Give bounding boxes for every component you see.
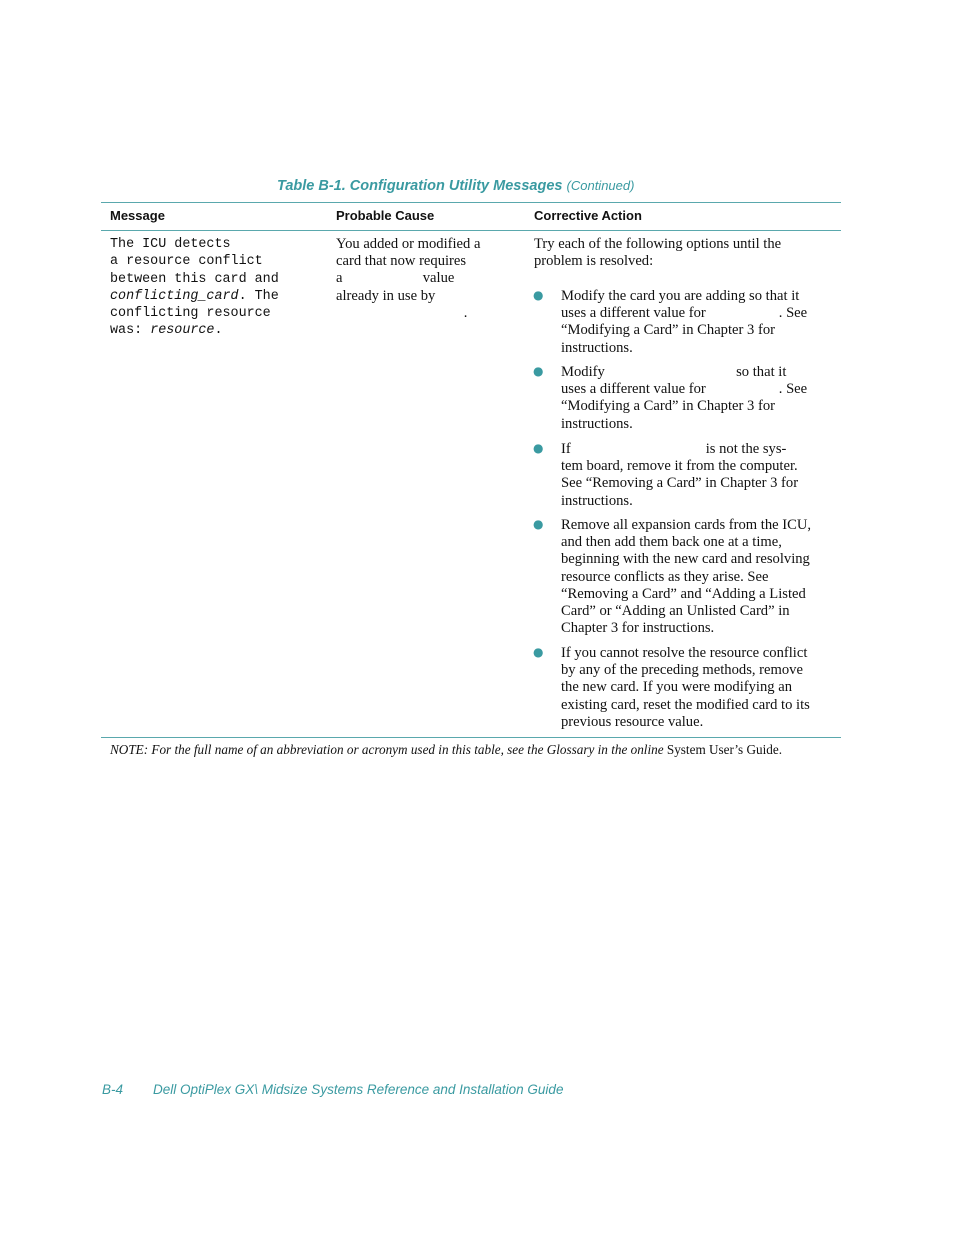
bullet-line: If you cannot resolve the resource conflict (561, 645, 808, 661)
cause-line: a value (336, 270, 455, 287)
table-note (110, 742, 782, 758)
bullet-line: Chapter 3 for instructions. (561, 620, 715, 637)
cause-line: . (336, 304, 468, 321)
conflicting-card-var: conflicting_card (110, 288, 239, 304)
bullet-dot-icon: ● (533, 364, 544, 378)
probable-cause-text (336, 236, 511, 322)
message-line: The ICU detects (110, 237, 231, 252)
message-line: between this card and (110, 271, 279, 287)
message-line (110, 288, 279, 305)
bullet-dot-icon: ● (533, 288, 544, 302)
corrective-action-intro: Try each of the following options until the problem is resolved: (534, 236, 782, 270)
message-fragment: was: (110, 323, 151, 339)
bullet-dot-icon: ● (533, 645, 544, 659)
bullet-line: If is not the sys- (561, 441, 787, 457)
bullet-line: Modify so that it (561, 364, 787, 380)
message-line: a resource conflict (110, 254, 263, 270)
bullet-line: resource conflicts as they arise. See (561, 568, 769, 585)
cause-line: card that now requires (336, 253, 467, 270)
bullet-line: the new card. If you were modifying an (561, 679, 792, 696)
note-book-title: System User’s Guide. (666, 742, 783, 757)
resource-var: resource (150, 323, 215, 339)
table-title (277, 178, 634, 194)
bullet-line: “Modifying a Card” in Chapter 3 for (561, 322, 775, 339)
header-probable-cause: Probable Cause (336, 208, 435, 223)
bullet-line: beginning with the new card and resolving (561, 551, 810, 568)
header-bottom-rule (101, 230, 841, 231)
page-footer (102, 1082, 563, 1097)
header-corrective-action: Corrective Action (534, 208, 642, 223)
table-title-main: Table B-1. Configuration Utility Messages (277, 178, 563, 194)
message-line: conflicting resource (110, 306, 271, 322)
bullet-line: instructions. (561, 415, 633, 432)
bullet-line: “Modifying a Card” in Chapter 3 for (561, 398, 775, 415)
bullet-line: Modify the card you are adding so that it (561, 288, 800, 304)
message-line (110, 322, 279, 339)
bullet-line: and then add them back one at a time, (561, 534, 782, 551)
table-top-rule (101, 202, 841, 203)
cause-line: You added or modified a (336, 236, 481, 252)
bullet-line: instructions. (561, 492, 633, 509)
note-italic: NOTE: For the full name of an abbreviation or acronym used in this table, see the Glossary in the online (110, 742, 664, 757)
bullet-line: uses a different value for . See (561, 305, 808, 322)
bullet-line: tem board, remove it from the computer. (561, 458, 798, 475)
table-bottom-rule (101, 737, 841, 738)
bullet-dot-icon: ● (533, 441, 544, 455)
footer-doc-title: Dell OptiPlex GX\ Midsize Systems Reference and Installation Guide (153, 1082, 564, 1097)
bullet-line: Card” or “Adding an Unlisted Card” in (561, 602, 790, 619)
page-number: B-4 (102, 1082, 124, 1097)
cause-line: already in use by (336, 287, 436, 304)
bullet-line: previous resource value. (561, 713, 704, 730)
header-message: Message (110, 208, 165, 223)
bullet-line: “Removing a Card” and “Adding a Listed (561, 585, 806, 602)
bullet-line: See “Removing a Card” in Chapter 3 for (561, 475, 799, 492)
bullet-line: Remove all expansion cards from the ICU, (561, 517, 812, 533)
bullet-line: by any of the preceding methods, remove (561, 662, 803, 679)
message-text (110, 236, 279, 340)
message-fragment: . (214, 323, 223, 339)
bullet-line: existing card, reset the modified card to its (561, 696, 810, 713)
bullet-line: uses a different value for . See (561, 381, 808, 398)
table-title-suffix: (Continued) (566, 178, 635, 193)
message-fragment: . The (238, 288, 279, 304)
bullet-dot-icon: ● (533, 517, 544, 531)
bullet-line: instructions. (561, 339, 633, 356)
